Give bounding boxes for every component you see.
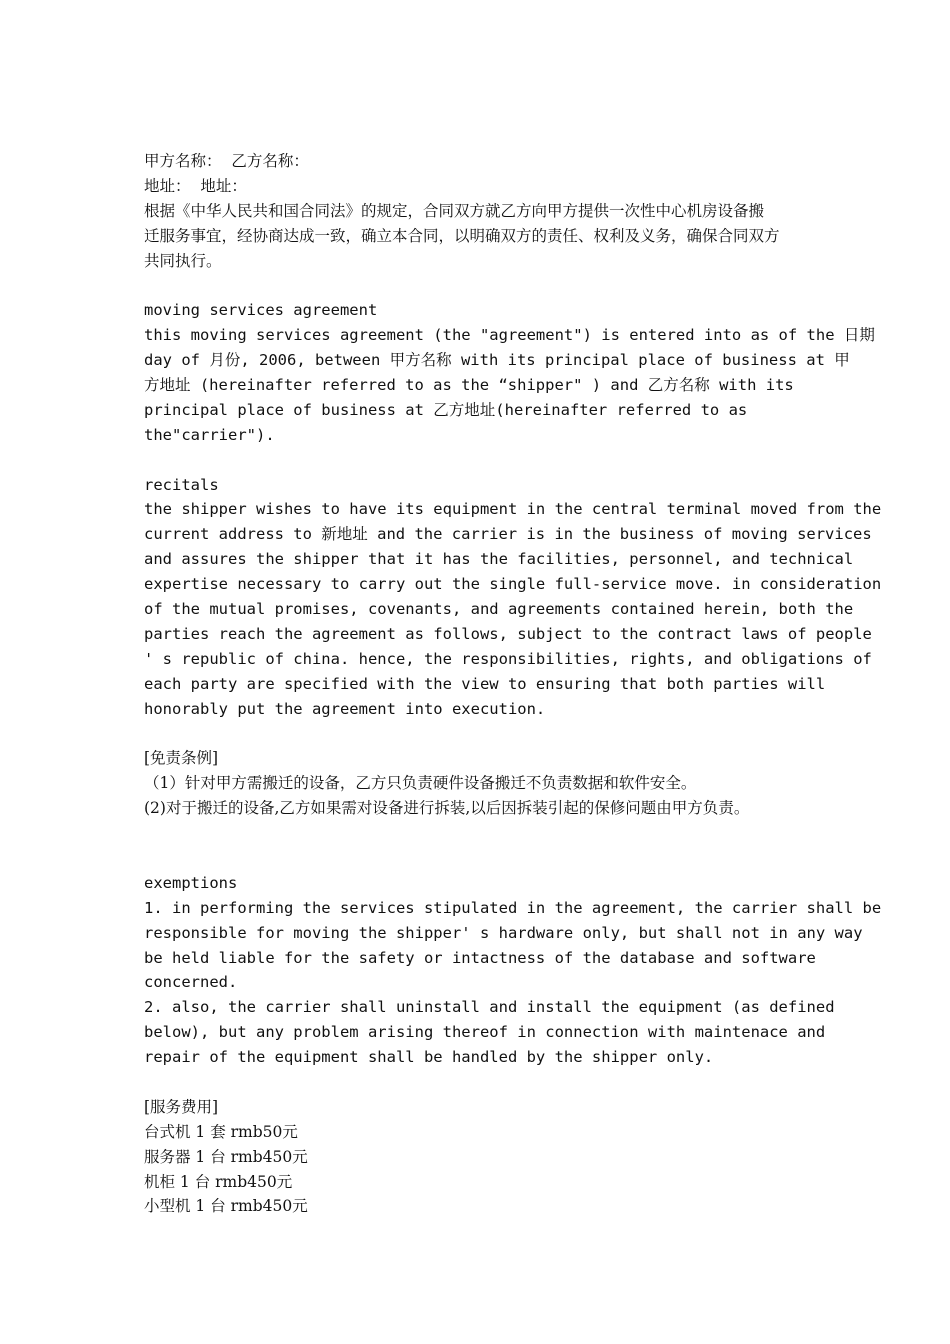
address-a-label: 地址： — [144, 176, 191, 195]
party-names-line — [144, 149, 814, 174]
recitals-line: of the mutual promises, covenants, and agreements contained herein, both the — [144, 600, 854, 619]
agreement-title: moving services agreement — [144, 301, 378, 320]
recitals-title: recitals — [144, 475, 219, 494]
preamble-line: 共同执行。 — [144, 251, 222, 270]
recitals-line: parties reach the agreement as follows, subject to the contract laws of people — [144, 624, 872, 643]
recitals-line: ' s republic of china. hence, the responsibilities, rights, and obligations of — [144, 649, 872, 668]
addresses-line — [144, 174, 814, 199]
document-page — [144, 149, 882, 1219]
exemptions-line: be held liable for the safety or intactness of the database and software — [144, 948, 816, 967]
agreement-line: 方地址 (hereinafter referred to as the “shipper" ) and 乙方名称 with its — [144, 376, 794, 395]
recitals-line: the shipper wishes to have its equipment in the central terminal moved from the — [144, 500, 882, 519]
exemptions-line: concerned. — [144, 973, 238, 992]
spacer — [144, 448, 814, 473]
exemptions-line: repair of the equipment shall be handled by the shipper only. — [144, 1048, 714, 1067]
recitals-line: each party are specified with the view to ensuring that both parties will — [144, 674, 826, 693]
agreement-line: day of 月份, 2006, between 甲方名称 with its principal place of business at 甲 — [144, 351, 850, 370]
exemptions-title: exemptions — [144, 873, 238, 892]
exemptions-line: responsible for moving the shipper' s hardware only, but shall not in any way — [144, 923, 863, 942]
agreement-line: principal place of business at 乙方地址(hereinafter referred to as — [144, 400, 748, 419]
party-a-name-label: 甲方名称： — [144, 152, 222, 170]
preamble-line: 根据《中华人民共和国合同法》的规定，合同双方就乙方向甲方提供一次性中心机房设备搬 — [144, 201, 765, 220]
recitals-line: honorably put the agreement into execution. — [144, 699, 546, 718]
spacer — [144, 821, 814, 846]
recitals-line: and assures the shipper that it has the facilities, personnel, and technical — [144, 550, 854, 569]
exemption-zh-item: (2)对于搬迁的设备,乙方如果需对设备进行拆装,以后因拆装引起的保修问题由甲方负责。 — [144, 799, 750, 818]
exemptions-line: 1. in performing the services stipulated in the agreement, the carrier shall be — [144, 898, 882, 917]
exemption-zh-item: （1）针对甲方需搬迁的设备，乙方只负责硬件设备搬迁不负责数据和软件安全。 — [144, 774, 697, 793]
exemptions-line: 2. also, the carrier shall uninstall and install the equipment (as defined — [144, 998, 835, 1017]
agreement-line: the"carrier"). — [144, 425, 275, 444]
spacer — [144, 846, 814, 871]
spacer — [144, 721, 814, 746]
party-b-name-label: 乙方名称： — [231, 152, 309, 170]
fee-item: 小型机 1 台 rmb450元 — [144, 1197, 308, 1216]
recitals-line: expertise necessary to carry out the single full-service move. in consideration — [144, 575, 882, 594]
preamble-line: 迁服务事宜，经协商达成一致，确立本合同，以明确双方的责任、权利及义务，确保合同双方 — [144, 226, 780, 245]
address-b-label: 地址： — [200, 176, 247, 195]
spacer — [144, 1070, 814, 1095]
agreement-line: this moving services agreement (the "agreement") is entered into as of the 日期 — [144, 326, 875, 345]
exemptions-line: below), but any problem arising thereof in connection with maintenace and — [144, 1023, 826, 1042]
fee-item: 服务器 1 台 rmb450元 — [144, 1147, 308, 1166]
fees-title: [服务费用] — [144, 1097, 219, 1116]
fee-item: 台式机 1 套 rmb50元 — [144, 1122, 298, 1141]
fee-item: 机柜 1 台 rmb450元 — [144, 1172, 293, 1191]
recitals-line: current address to 新地址 and the carrier is in the business of moving services — [144, 525, 872, 544]
exemption-zh-title: [免责条例] — [144, 749, 219, 768]
spacer — [144, 273, 814, 298]
